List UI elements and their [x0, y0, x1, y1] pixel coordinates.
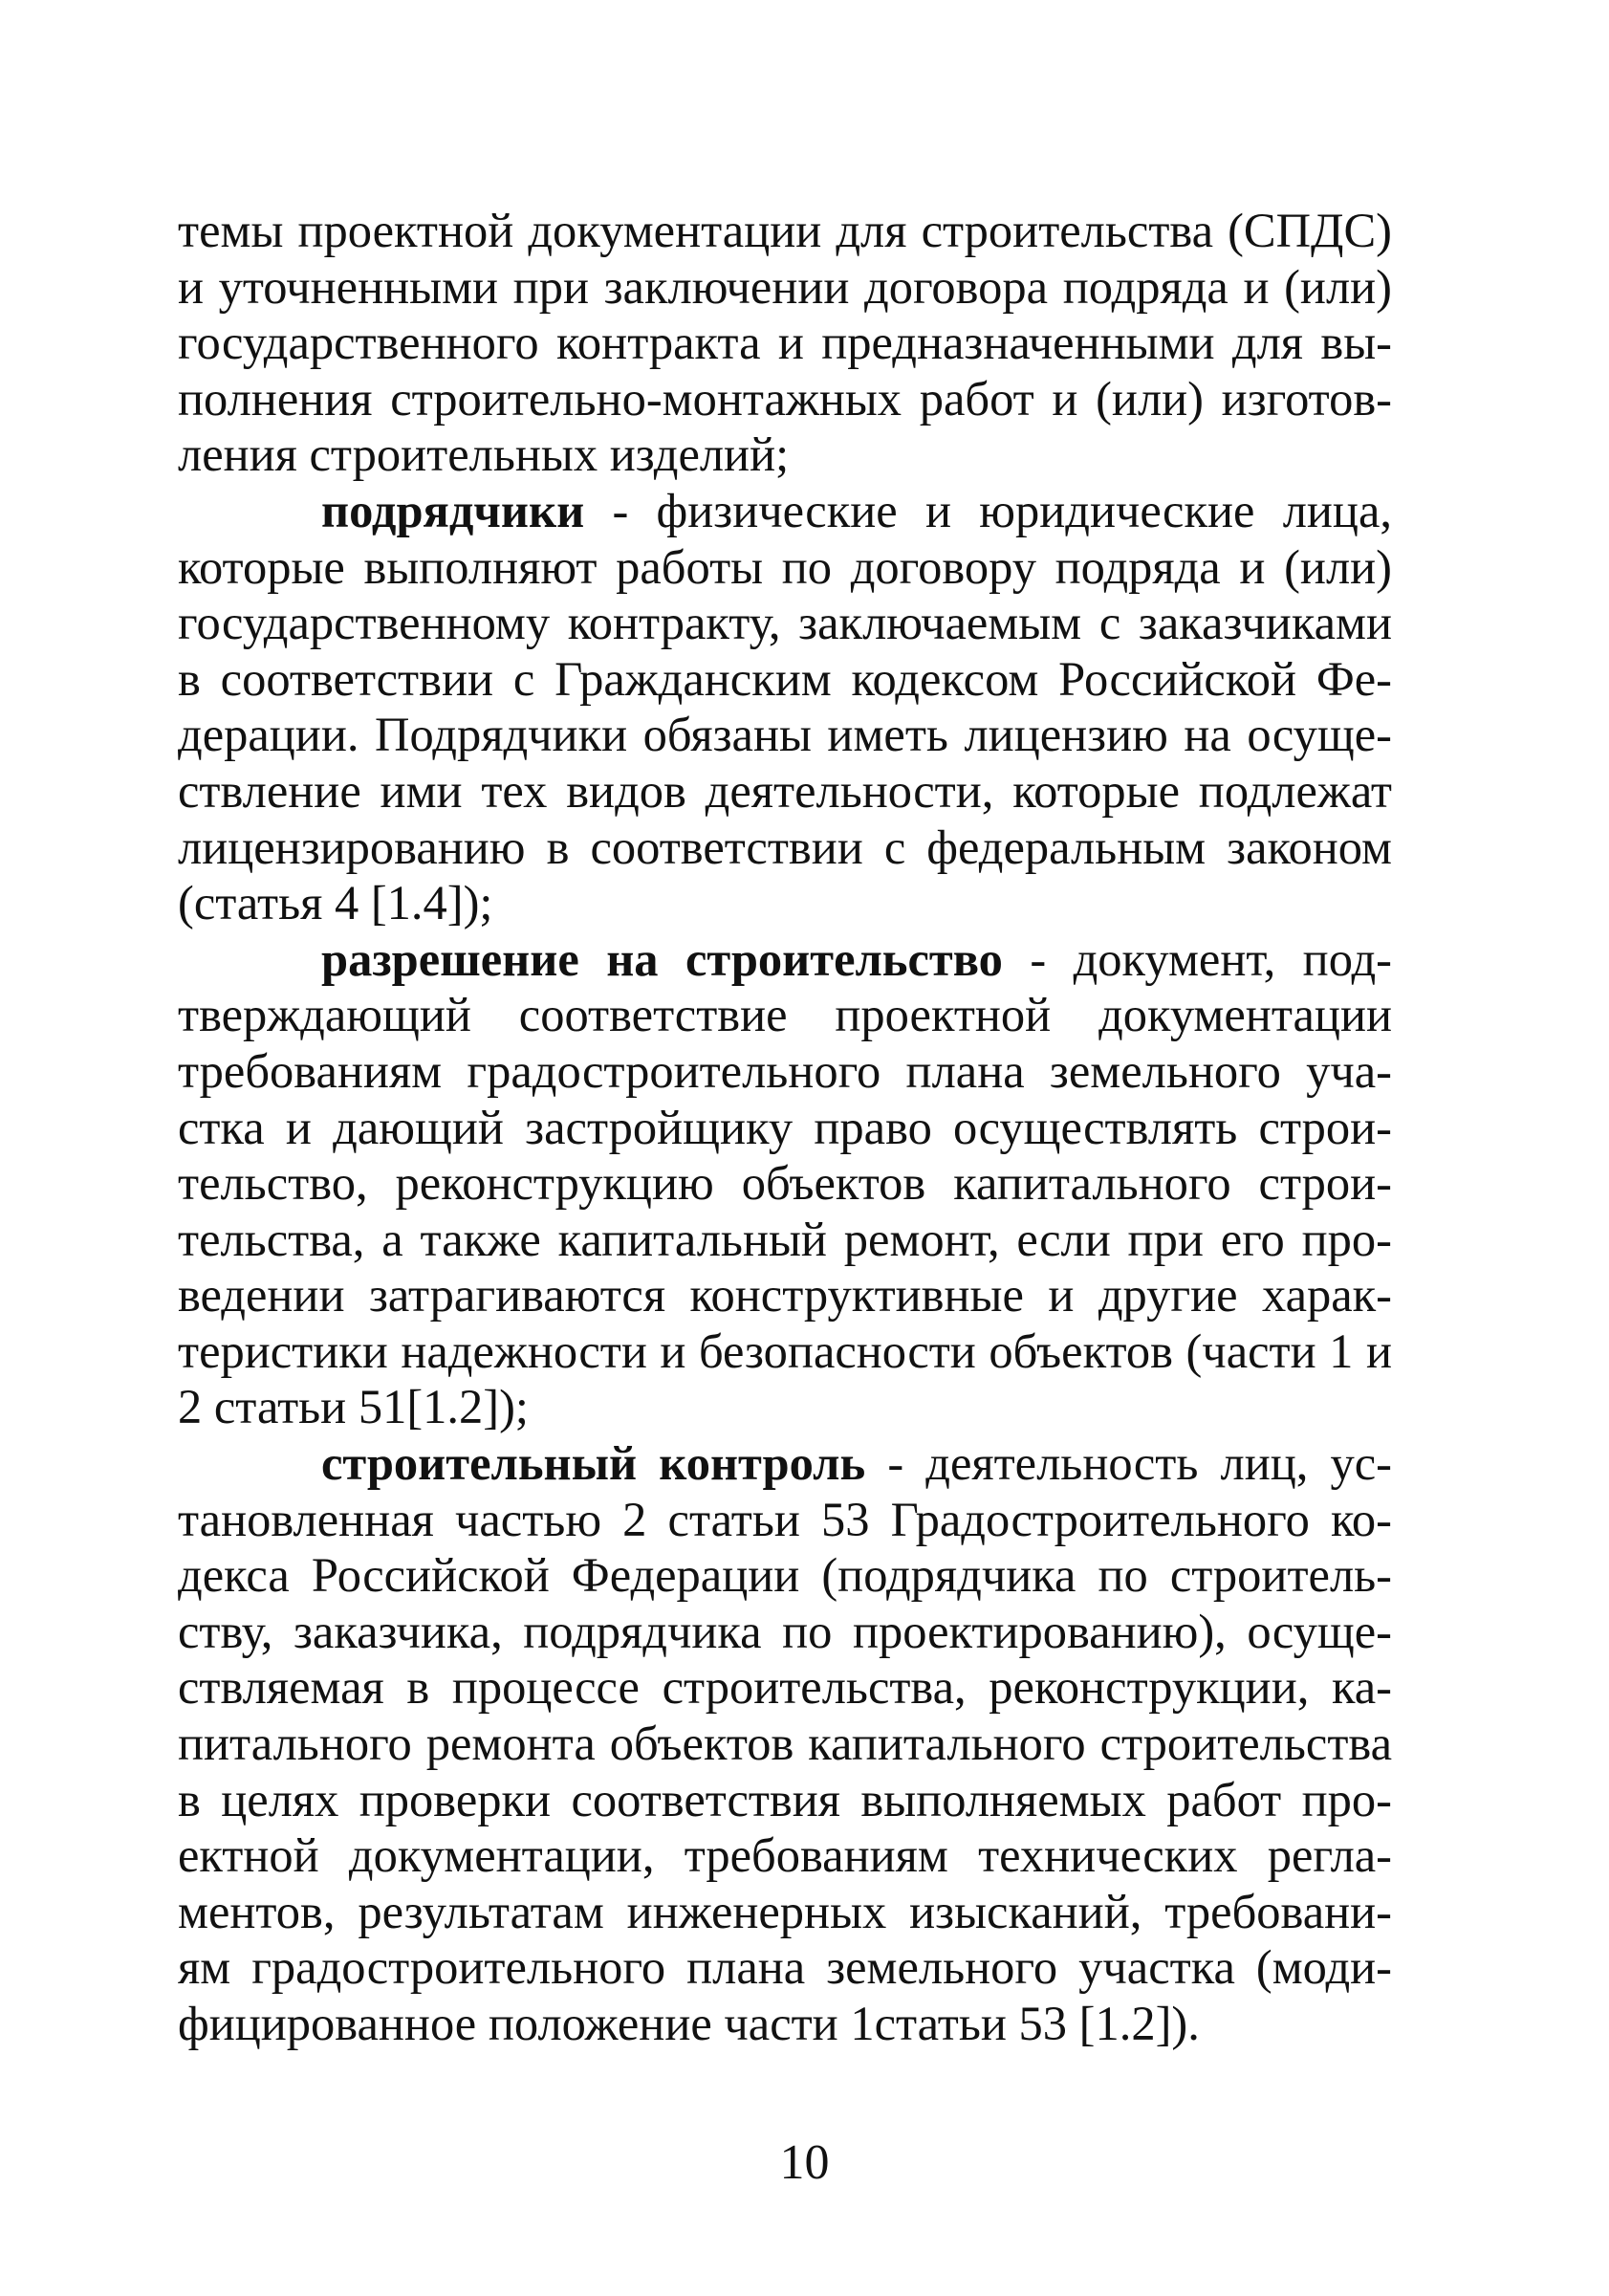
definition-term: разрешение на строительство — [321, 931, 1003, 986]
text-line: ям градостроительного плана земельного участка (моди- — [178, 1940, 1392, 1995]
text-line: питального ремонта объектов капитального строительства — [178, 1717, 1392, 1771]
definition-text: - документ, под- — [1002, 931, 1392, 986]
text-line: полнения строительно-монтажных работ и (или) изготов- — [178, 371, 1392, 426]
definition-line — [178, 1435, 1392, 1492]
text-line: тановленная частью 2 статьи 53 Градостроительного ко- — [178, 1492, 1392, 1546]
text-line: ствление ими тех видов деятельности, которые подлежат — [178, 763, 1392, 818]
text-line: фицированное положение части 1статьи 53 [1.2]). — [178, 1997, 1200, 2050]
text-line: темы проектной документации для строительства (СПДС) — [178, 204, 1392, 257]
text-line: тверждающий соответствие проектной документации — [178, 988, 1392, 1042]
text-line: государственному контракту, заключаемым с заказчиками — [178, 596, 1392, 650]
text-line: и уточненными при заключении договора подряда и (или) — [178, 259, 1392, 314]
page-body — [178, 203, 1392, 2052]
text-line: тельства, а также капитальный ремонт, если при его про- — [178, 1212, 1392, 1266]
text-line: государственного контракта и предназначенными для вы- — [178, 316, 1392, 370]
text-line: ления строительных изделий; — [178, 427, 790, 482]
text-line: тельство, реконструкцию объектов капитального строи- — [178, 1156, 1392, 1211]
definition-term: строительный контроль — [321, 1436, 866, 1491]
text-line: в соответствии с Гражданским кодексом Российской Фе- — [178, 651, 1392, 706]
text-line: ству, заказчика, подрядчика по проектированию), осуще- — [178, 1604, 1392, 1658]
definition-text: - деятельность лиц, ус- — [865, 1436, 1392, 1491]
definition-term: подрядчики — [321, 483, 585, 537]
definition-line — [178, 483, 1392, 539]
text-line: которые выполняют работы по договору подряда и (или) — [178, 539, 1392, 594]
text-line: ведении затрагиваются конструктивные и другие харак- — [178, 1268, 1392, 1323]
text-line: лицензированию в соответствии с федеральным законом — [178, 820, 1392, 874]
text-line: 2 статьи 51[1.2]); — [178, 1380, 529, 1434]
text-line: теристики надежности и безопасности объектов (части 1 и — [178, 1323, 1392, 1378]
text-line: ментов, результатам инженерных изысканий, требовани- — [178, 1884, 1392, 1938]
text-line: ствляемая в процессе строительства, реконструкции, ка- — [178, 1660, 1392, 1715]
text-line: в целях проверки соответствия выполняемых работ про- — [178, 1772, 1392, 1826]
text-line: требованиям градостроительного плана земельного уча- — [178, 1043, 1392, 1098]
text-line: декса Российской Федерации (подрядчика по строитель- — [178, 1548, 1392, 1603]
text-line: ектной документации, требованиям технических регла- — [178, 1828, 1392, 1883]
page-number: 10 — [779, 2135, 830, 2190]
text-line: дерации. Подрядчики обязаны иметь лицензию на осуще- — [178, 708, 1392, 762]
text-line: (статья 4 [1.4]); — [178, 876, 493, 930]
text-line: стка и дающий застройщику право осуществлять строи- — [178, 1100, 1392, 1154]
definition-text: - физические и юридические лица, — [584, 483, 1392, 537]
definition-line — [178, 931, 1392, 988]
